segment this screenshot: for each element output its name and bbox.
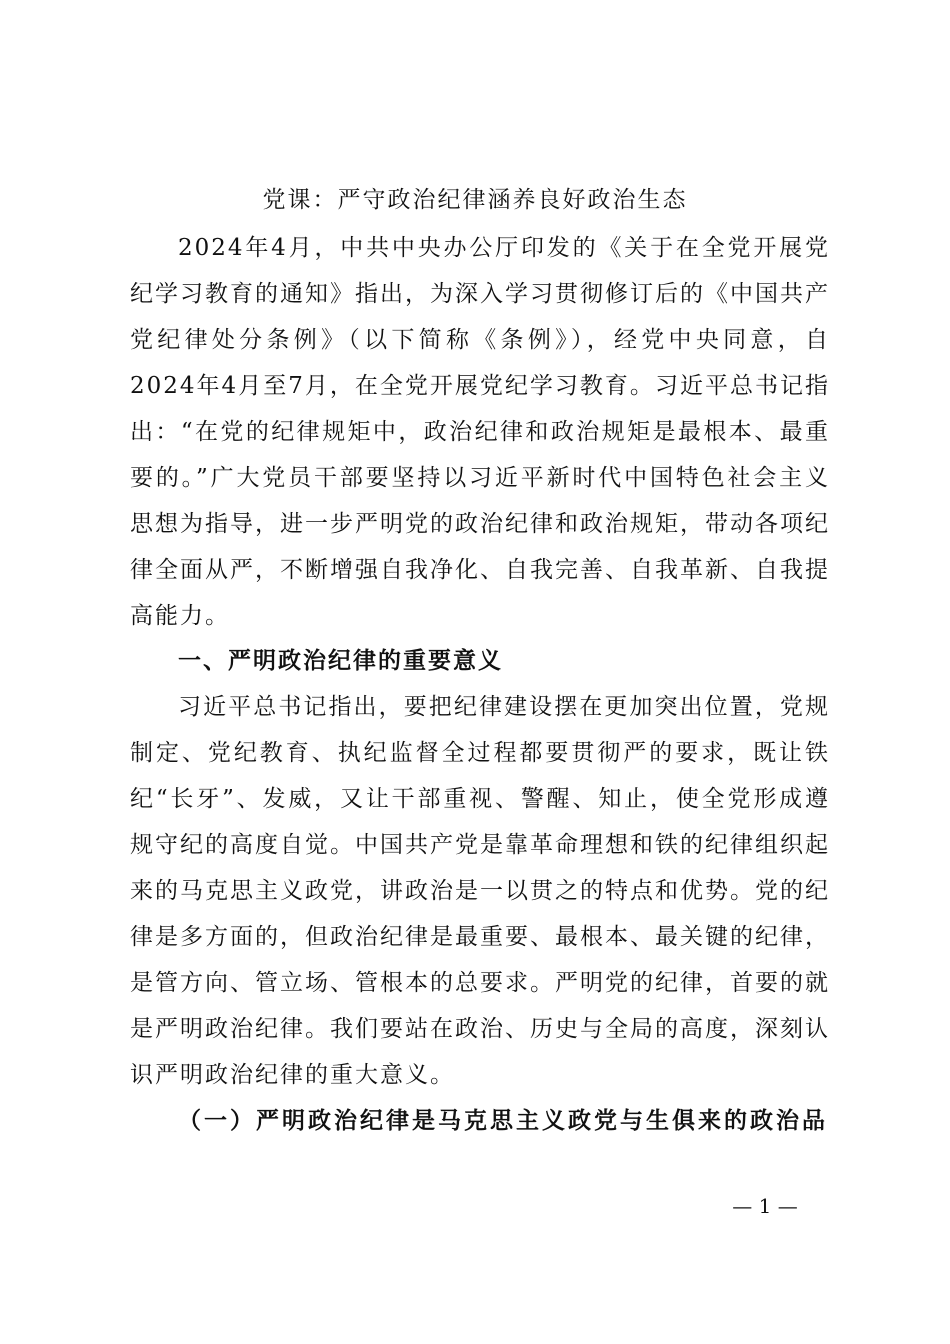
section-heading-1: 一、严明政治纪律的重要意义	[178, 648, 503, 674]
paragraph-intro: 2024年4月，中共中央办公厅印发的《关于在全党开展党纪学习教育的通知》指出，为深入学习贯彻修订后的《中国共产党纪律处分条例》（以下简称《条例》），经党中央同意，自2024年4月至7月，在全党开展党纪学习教育。习近平总书记指出：“在党的纪律规矩中，政治纪律和政治规矩是最根本、最重要的。”广大党员干部要坚持以习近平新时代中国特色社会主义思想为指导，进一步严明党的政治纪律和政治规矩，带动各项纪律全面从严，不断增强自我净化、自我完善、自我革新、自我提高能力。	[130, 235, 830, 629]
subsection-heading-1: （一）严明政治纪律是马克思主义政党与生俱来的政治品	[178, 1107, 828, 1134]
page-number: — 1 —	[732, 1194, 798, 1218]
paragraph-section-1: 习近平总书记指出，要把纪律建设摆在更加突出位置，党规制定、党纪教育、执纪监督全过程都要贯彻严的要求，既让铁纪“长牙”、发威，又让干部重视、警醒、知止，使全党形成遵规守纪的高度自觉。中国共产党是靠革命理想和铁的纪律组织起来的马克思主义政党，讲政治是一以贯之的特点和优势。党的纪律是多方面的，但政治纪律是最重要、最根本、最关键的纪律，是管方向、管立场、管根本的总要求。严明党的纪律，首要的就是严明政治纪律。我们要站在政治、历史与全局的高度，深刻认识严明政治纪律的重大意义。	[130, 694, 830, 1088]
document-title: 党课：严守政治纪律涵养良好政治生态	[262, 187, 688, 213]
